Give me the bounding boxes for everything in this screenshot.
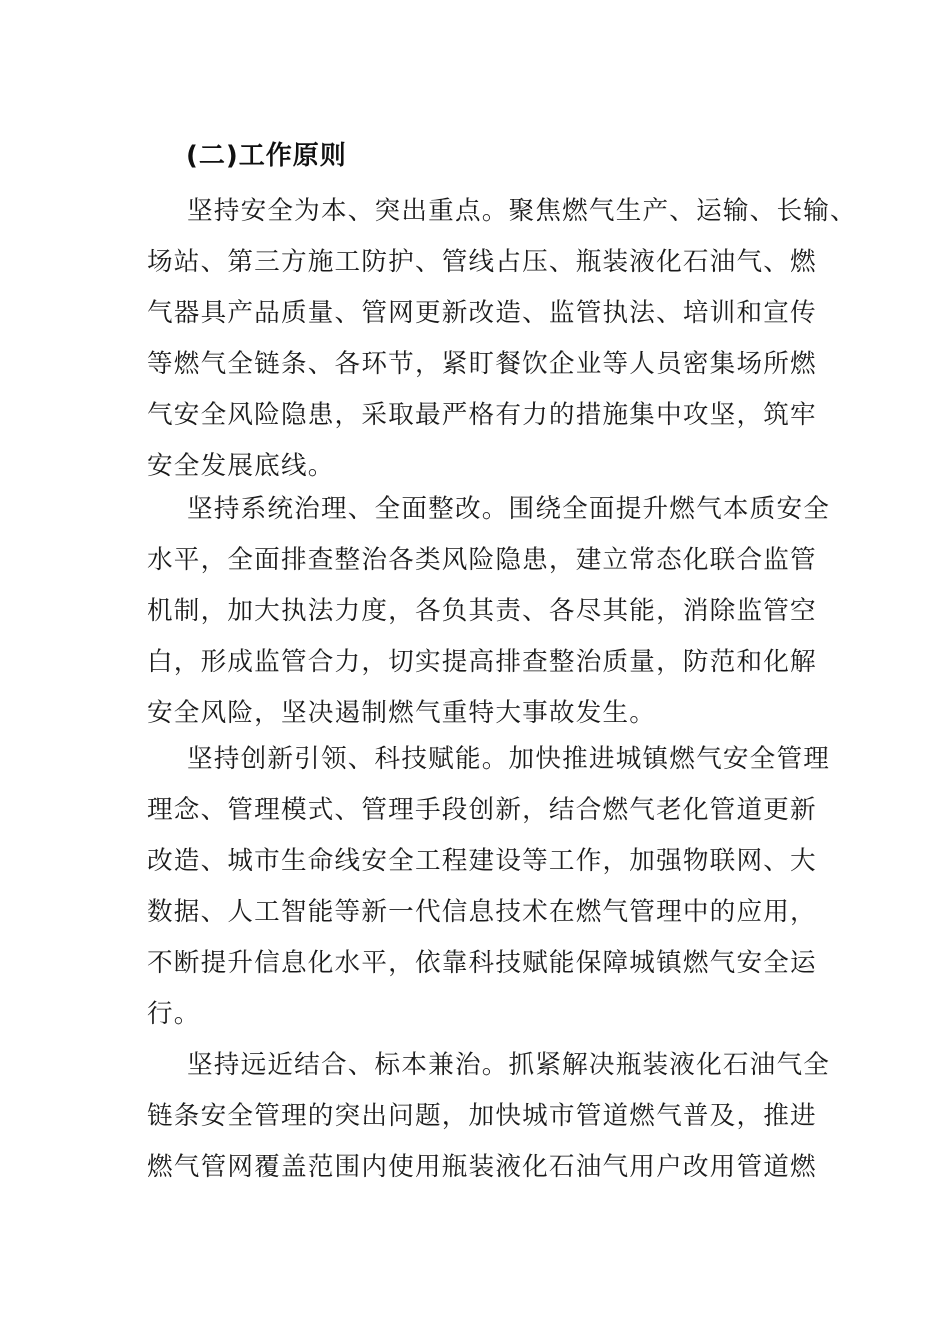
paragraph-system-governance — [147, 484, 831, 739]
paragraph-line: 坚持系统治理、全面整改。围绕全面提升燃气本质安全 — [187, 494, 831, 524]
paragraph-line: 燃气管网覆盖范围内使用瓶装液化石油气用户改用管道燃 — [147, 1152, 817, 1182]
paragraph-line: 行。 — [147, 999, 201, 1029]
paragraph-line: 安全发展底线。 — [147, 451, 335, 481]
paragraph-innovation — [147, 734, 831, 1040]
paragraph-line: 坚持远近结合、标本兼治。抓紧解决瓶装液化石油气全 — [187, 1050, 831, 1080]
paragraph-line: 气器具产品质量、管网更新改造、监管执法、培训和宣传 — [147, 298, 817, 328]
paragraph-line: 理念、管理模式、管理手段创新，结合燃气老化管道更新 — [147, 795, 817, 825]
paragraph-long-term — [147, 1040, 831, 1193]
paragraph-line: 气安全风险隐患，采取最严格有力的措施集中攻坚，筑牢 — [147, 400, 817, 430]
paragraph-line: 等燃气全链条、各环节，紧盯餐饮企业等人员密集场所燃 — [147, 349, 817, 379]
section-heading: (二)工作原则 — [186, 141, 347, 171]
paragraph-line: 坚持创新引领、科技赋能。加快推进城镇燃气安全管理 — [187, 744, 831, 774]
paragraph-line: 数据、人工智能等新一代信息技术在燃气管理中的应用， — [147, 897, 817, 927]
paragraph-line: 改造、城市生命线安全工程建设等工作，加强物联网、大 — [147, 846, 817, 876]
paragraph-line: 不断提升信息化水平，依靠科技赋能保障城镇燃气安全运 — [147, 948, 817, 978]
paragraph-line: 白，形成监管合力，切实提高排查整治质量，防范和化解 — [147, 647, 817, 677]
paragraph-line: 场站、第三方施工防护、管线占压、瓶装液化石油气、燃 — [147, 247, 817, 277]
paragraph-line: 水平，全面排查整治各类风险隐患，建立常态化联合监管 — [147, 545, 817, 575]
paragraph-line: 坚持安全为本、突出重点。聚焦燃气生产、运输、长输、 — [187, 196, 857, 226]
paragraph-line: 链条安全管理的突出问题，加快城市管道燃气普及，推进 — [147, 1101, 817, 1131]
paragraph-safety-first — [147, 186, 857, 492]
paragraph-line: 机制，加大执法力度，各负其责、各尽其能，消除监管空 — [147, 596, 817, 626]
paragraph-line: 安全风险，坚决遏制燃气重特大事故发生。 — [147, 698, 657, 728]
